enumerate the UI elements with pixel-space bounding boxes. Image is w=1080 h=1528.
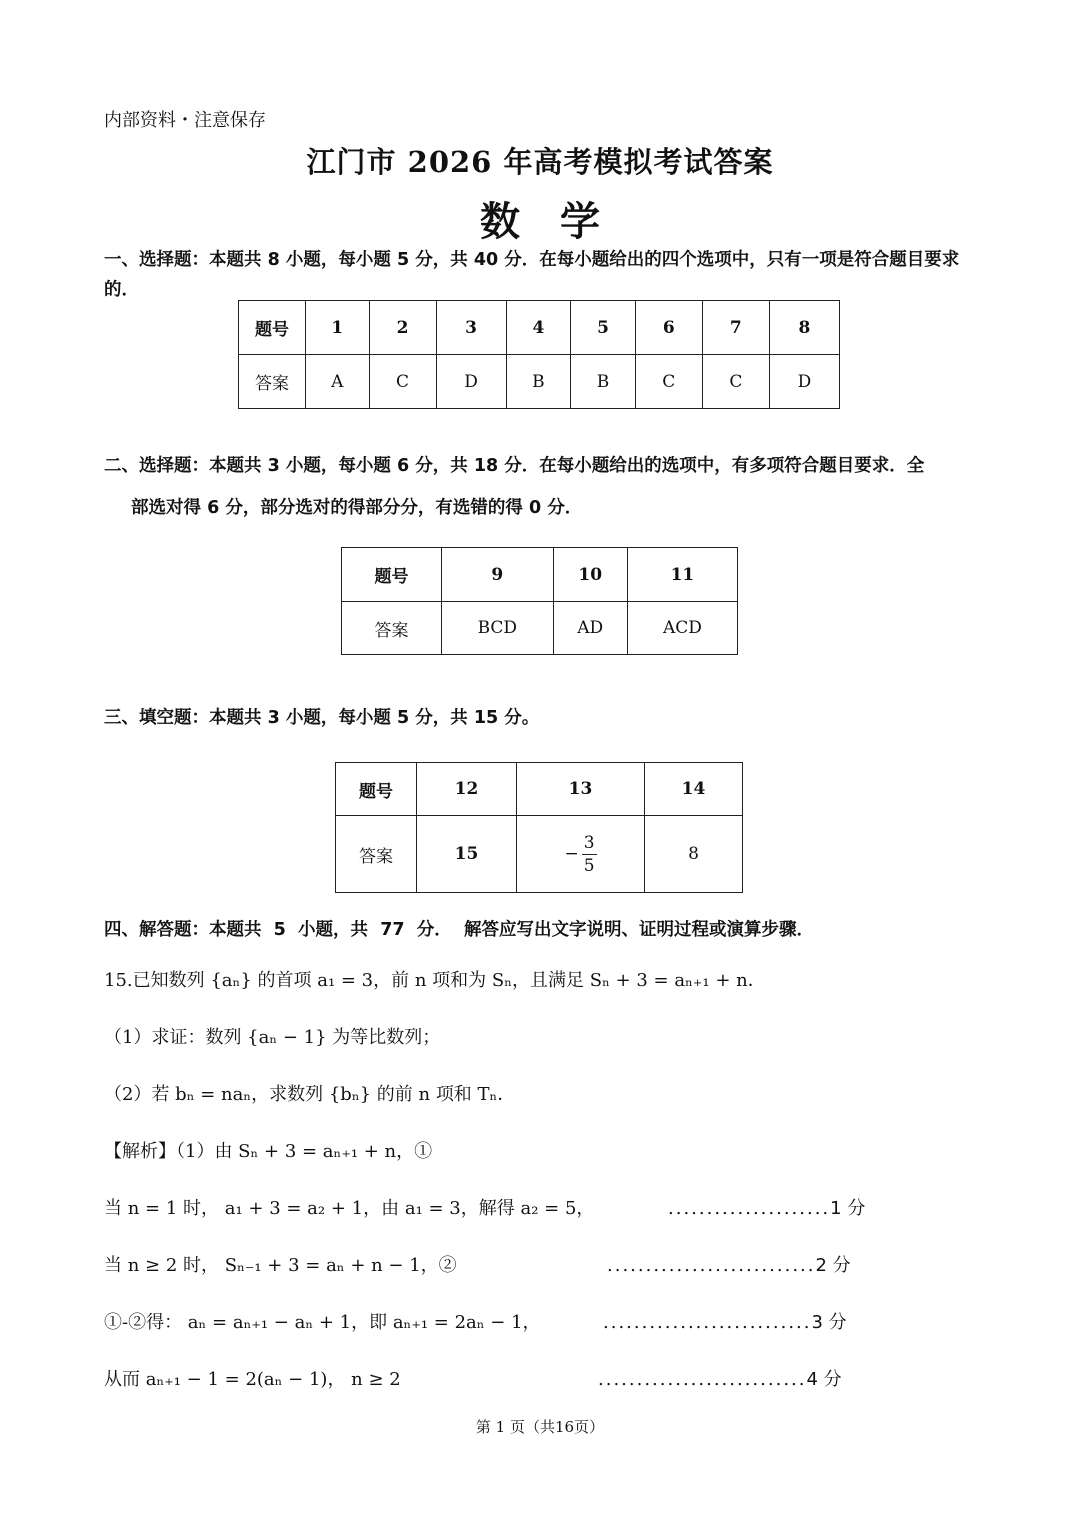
dot-leader: ........................... bbox=[598, 1369, 807, 1390]
answer-cell: C bbox=[369, 355, 436, 409]
table-answer-label: 答案 bbox=[342, 602, 442, 655]
table-answer-label: 答案 bbox=[336, 816, 417, 893]
answer-cell: A bbox=[306, 355, 370, 409]
table-header-label: 题号 bbox=[239, 301, 306, 355]
answer-cell: ACD bbox=[627, 602, 737, 655]
question-number: 9 bbox=[442, 548, 554, 602]
table-header-label: 题号 bbox=[342, 548, 442, 602]
score-label: 1 分 bbox=[830, 1198, 866, 1219]
score-label: 4 分 bbox=[806, 1369, 842, 1390]
question-number: 14 bbox=[645, 763, 743, 816]
section1-answer-table bbox=[238, 300, 840, 409]
table-header-label: 题号 bbox=[336, 763, 417, 816]
question-number: 10 bbox=[553, 548, 627, 602]
question-number: 1 bbox=[306, 301, 370, 355]
score-leader bbox=[607, 1251, 851, 1277]
score-label: 3 分 bbox=[811, 1312, 847, 1333]
dot-leader: ........................... bbox=[603, 1312, 812, 1333]
dot-leader: ..................... bbox=[668, 1198, 831, 1219]
score-leader bbox=[668, 1194, 865, 1220]
fraction-denominator: 5 bbox=[583, 855, 595, 876]
question-number: 2 bbox=[369, 301, 436, 355]
exam-title: 江门市 2026 年高考模拟考试答案 bbox=[306, 145, 774, 179]
subject-title: 数学 bbox=[480, 199, 640, 245]
question-number: 11 bbox=[627, 548, 737, 602]
document-notice: 内部资料・注意保存 bbox=[104, 110, 266, 131]
question-number: 4 bbox=[506, 301, 571, 355]
section1-heading bbox=[104, 245, 984, 305]
problem15-statement: 15.已知数列 {aₙ} 的首项 a₁ = 3，前 n 项和为 Sₙ，且满足 Sₙ + 3 = aₙ₊₁ + n． bbox=[104, 970, 766, 991]
dot-leader: ........................... bbox=[607, 1255, 816, 1276]
question-number: 12 bbox=[417, 763, 517, 816]
answer-cell: B bbox=[506, 355, 571, 409]
score-leader bbox=[598, 1365, 842, 1391]
fraction bbox=[564, 832, 596, 877]
section4-heading bbox=[104, 916, 984, 944]
answer-cell: C bbox=[635, 355, 702, 409]
score-label: 2 分 bbox=[815, 1255, 851, 1276]
question-number: 7 bbox=[702, 301, 769, 355]
problem15-part2: （2）若 bₙ = naₙ，求数列 {bₙ} 的前 n 项和 Tₙ． bbox=[104, 1084, 516, 1105]
section2-heading-line2 bbox=[131, 494, 1011, 522]
answer-cell: D bbox=[436, 355, 506, 409]
section2-heading-text-2: 部选对得 6 分，部分选对的得部分分，有选错的得 0 分． bbox=[131, 498, 583, 518]
section3-heading-text: 三、填空题：本题共 3 小题，每小题 5 分，共 15 分。 bbox=[104, 708, 540, 728]
page-footer: 第 1 页（共16页） bbox=[475, 1418, 605, 1436]
question-number: 5 bbox=[571, 301, 636, 355]
section4-heading-text: 四、解答题：本题共 5 小题，共 77 分． 解答应写出文字说明、证明过程或演算步骤． bbox=[104, 920, 814, 940]
solution-step: 当 n ≥ 2 时， Sₙ₋₁ + 3 = aₙ + n − 1，② bbox=[104, 1255, 457, 1276]
table-answer-label: 答案 bbox=[239, 355, 306, 409]
answer-cell: 8 bbox=[645, 816, 743, 893]
section3-heading bbox=[104, 704, 984, 732]
answer-cell: AD bbox=[553, 602, 627, 655]
solution-step: 当 n = 1 时， a₁ + 3 = a₂ + 1，由 a₁ = 3，解得 a₂ = 5， bbox=[104, 1198, 595, 1219]
section1-heading-text: 一、选择题：本题共 8 小题，每小题 5 分，共 40 分．在每小题给出的四个选项中，只有一项是符合题目要求的． bbox=[104, 250, 960, 300]
fraction-numerator: 3 bbox=[583, 832, 595, 853]
section2-heading-text: 二、选择题：本题共 3 小题，每小题 6 分，共 18 分．在每小题给出的选项中，有多项符合题目要求．全 bbox=[104, 456, 925, 476]
answer-cell: B bbox=[571, 355, 636, 409]
score-leader bbox=[603, 1308, 847, 1334]
answer-cell: D bbox=[769, 355, 839, 409]
section3-answer-table bbox=[335, 762, 743, 893]
solution-step: ①-②得： aₙ = aₙ₊₁ − aₙ + 1，即 aₙ₊₁ = 2aₙ − 1， bbox=[104, 1312, 541, 1333]
problem15-part1: （1）求证：数列 {aₙ − 1} 为等比数列； bbox=[104, 1027, 441, 1048]
answer-cell: 15 bbox=[417, 816, 517, 893]
question-number: 13 bbox=[517, 763, 645, 816]
solution-step: 从而 aₙ₊₁ − 1 = 2(aₙ − 1)， n ≥ 2 bbox=[104, 1369, 401, 1390]
answer-cell: C bbox=[702, 355, 769, 409]
question-number: 6 bbox=[635, 301, 702, 355]
answer-cell-fraction bbox=[517, 816, 645, 893]
fraction-sign: − bbox=[564, 844, 579, 864]
section2-answer-table bbox=[341, 547, 738, 655]
question-number: 8 bbox=[769, 301, 839, 355]
section2-heading-line1 bbox=[104, 452, 984, 480]
answer-cell: BCD bbox=[442, 602, 554, 655]
question-number: 3 bbox=[436, 301, 506, 355]
solution-start: 【解析】（1）由 Sₙ + 3 = aₙ₊₁ + n，① bbox=[104, 1141, 433, 1162]
